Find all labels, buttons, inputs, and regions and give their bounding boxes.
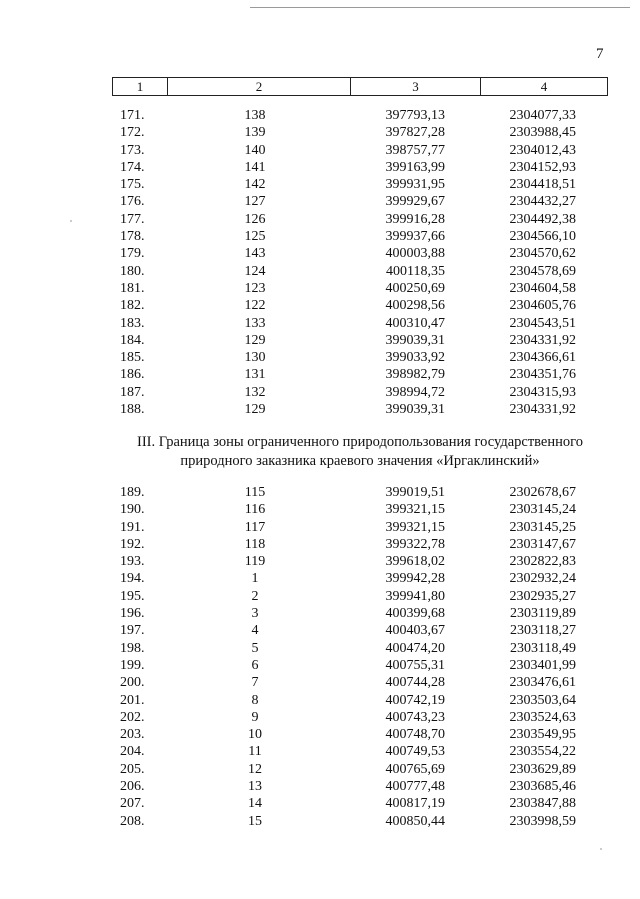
- table-row: [0, 159, 640, 176]
- coordinate-y: 2304432,27: [509, 194, 576, 210]
- point-number: 4: [251, 623, 259, 639]
- coordinate-y: 2304077,33: [509, 108, 576, 123]
- table-row: [0, 107, 640, 124]
- row-number: 182.: [120, 298, 145, 314]
- row-number: 203.: [120, 727, 145, 743]
- row-number: 177.: [120, 211, 145, 227]
- point-number: 129: [244, 402, 266, 418]
- coordinate-y: 2302822,83: [509, 554, 576, 570]
- coordinate-y: 2303524,63: [509, 709, 576, 725]
- row-number: 186.: [120, 367, 145, 383]
- coordinate-y: 2304366,61: [509, 350, 576, 366]
- row-number: 192.: [120, 536, 145, 552]
- coordinate-x: 400744,28: [385, 675, 445, 691]
- point-number: 2: [251, 588, 259, 604]
- point-number: 126: [244, 211, 266, 227]
- coordinates-table-b: [0, 484, 640, 830]
- coordinate-x: 399937,66: [385, 229, 445, 245]
- coordinate-x: 400755,31: [385, 657, 445, 673]
- row-number: 193.: [120, 554, 145, 570]
- table-row: [0, 709, 640, 726]
- row-number: 198.: [120, 640, 145, 656]
- row-number: 171.: [120, 108, 145, 123]
- row-number: 178.: [120, 229, 145, 245]
- coordinate-y: 2303145,25: [509, 519, 576, 535]
- point-number: 132: [244, 384, 266, 400]
- row-number: 184.: [120, 332, 145, 348]
- row-number: 199.: [120, 657, 145, 673]
- coordinate-x: 400742,19: [385, 692, 445, 708]
- row-number: 183.: [120, 315, 145, 331]
- point-number: 130: [244, 350, 266, 366]
- point-number: 131: [244, 367, 266, 383]
- coordinate-x: 399163,99: [385, 159, 445, 175]
- coordinate-y: 2304543,51: [509, 315, 576, 331]
- coordinate-x: 398757,77: [385, 142, 445, 158]
- point-number: 12: [248, 761, 262, 777]
- point-number: 14: [248, 796, 262, 812]
- table-row: [0, 193, 640, 210]
- coordinate-y: 2304578,69: [509, 263, 576, 279]
- coordinate-x: 400118,35: [386, 263, 445, 279]
- point-number: 143: [244, 246, 266, 262]
- row-number: 191.: [120, 519, 145, 535]
- coordinate-x: 399929,67: [385, 194, 445, 210]
- coordinate-x: 400003,88: [385, 246, 445, 262]
- point-number: 117: [244, 519, 266, 535]
- coordinate-y: 2304604,58: [509, 280, 576, 296]
- coordinate-x: 400399,68: [385, 606, 445, 622]
- table-row: [0, 761, 640, 778]
- coordinate-y: 2303554,22: [509, 744, 576, 760]
- table-row: [0, 280, 640, 297]
- coordinate-x: 400298,56: [385, 298, 445, 314]
- table-row: [0, 743, 640, 760]
- coordinate-x: 400777,48: [385, 779, 445, 795]
- coordinate-x: 399039,31: [385, 402, 445, 418]
- coordinate-x: 400403,67: [385, 623, 445, 639]
- point-number: 11: [248, 744, 262, 760]
- row-number: 179.: [120, 246, 145, 262]
- row-number: 176.: [120, 194, 145, 210]
- point-number: 6: [251, 657, 259, 673]
- coordinate-y: 2304492,38: [509, 211, 576, 227]
- coordinates-table-a: [0, 107, 640, 418]
- point-number: 142: [244, 177, 266, 193]
- coordinate-x: 399033,92: [385, 350, 445, 366]
- point-number: 138: [244, 108, 266, 123]
- coordinate-y: 2304315,93: [509, 384, 576, 400]
- point-number: 5: [251, 640, 259, 656]
- table-row: [0, 795, 640, 812]
- header-col-4: 4: [540, 79, 548, 94]
- row-number: 189.: [120, 485, 145, 500]
- coordinate-y: 2303685,46: [509, 779, 576, 795]
- table-row: [0, 349, 640, 366]
- table-row: [0, 657, 640, 674]
- table-row: [0, 622, 640, 639]
- coordinate-y: 2304152,93: [509, 159, 576, 175]
- table-row: [0, 553, 640, 570]
- coordinate-x: 400817,19: [385, 796, 445, 812]
- point-number: 141: [244, 159, 266, 175]
- table-row: [0, 332, 640, 349]
- row-number: 187.: [120, 384, 145, 400]
- coordinate-x: 399931,95: [385, 177, 445, 193]
- point-number: 123: [244, 280, 266, 296]
- coordinate-x: 400310,47: [385, 315, 445, 331]
- row-number: 172.: [120, 125, 145, 141]
- coordinate-y: 2303147,67: [509, 536, 576, 552]
- row-number: 175.: [120, 177, 145, 193]
- point-number: 3: [251, 606, 259, 622]
- point-number: 139: [244, 125, 266, 141]
- header-col-2: 2: [168, 78, 351, 95]
- coordinate-y: 2303145,24: [509, 502, 576, 518]
- point-number: 116: [244, 502, 266, 518]
- coordinate-y: 2303998,59: [509, 813, 576, 829]
- coordinate-x: 399916,28: [385, 211, 445, 227]
- row-number: 185.: [120, 350, 145, 366]
- section-title-line-1: III. Граница зоны ограниченного природопользования государственного: [137, 434, 583, 450]
- table-row: [0, 245, 640, 262]
- coordinate-y: 2304570,62: [509, 246, 576, 262]
- row-number: 181.: [120, 280, 145, 296]
- point-number: 125: [244, 229, 266, 245]
- point-number: 127: [244, 194, 266, 210]
- table-row: [0, 176, 640, 193]
- row-number: 174.: [120, 159, 145, 175]
- coordinate-y: 2304012,43: [509, 142, 576, 158]
- table-row: [0, 142, 640, 159]
- coordinate-x: 400850,44: [385, 813, 445, 829]
- coordinate-x: 400749,53: [385, 744, 445, 760]
- point-number: 115: [244, 485, 266, 500]
- coordinate-y: 2303118,27: [510, 623, 576, 639]
- coordinate-x: 400250,69: [385, 280, 445, 296]
- point-number: 119: [244, 554, 266, 570]
- table-row: [0, 501, 640, 518]
- coordinate-x: 399618,02: [385, 554, 445, 570]
- table-row: [0, 674, 640, 691]
- row-number: 188.: [120, 402, 145, 418]
- coordinate-x: 398994,72: [385, 384, 445, 400]
- row-number: 197.: [120, 623, 145, 639]
- table-row: [0, 692, 640, 709]
- table-row: [0, 228, 640, 245]
- table-row: [0, 484, 640, 501]
- coordinate-y: 2304566,10: [509, 229, 576, 245]
- coordinate-x: 400748,70: [385, 727, 445, 743]
- row-number: 195.: [120, 588, 145, 604]
- table-row: [0, 726, 640, 743]
- coordinate-x: 397793,13: [385, 108, 445, 123]
- point-number: 129: [244, 332, 266, 348]
- coordinate-x: 399941,80: [385, 588, 445, 604]
- table-row: [0, 124, 640, 141]
- coordinate-y: 2304331,92: [509, 332, 576, 348]
- point-number: 15: [248, 813, 262, 829]
- table-row: [0, 640, 640, 657]
- point-number: 13: [248, 779, 262, 795]
- table-row: [0, 401, 640, 418]
- section-title-line-2: природного заказника краевого значения «Иргаклинский»: [180, 453, 540, 469]
- point-number: 140: [244, 142, 266, 158]
- row-number: 206.: [120, 779, 145, 795]
- table-row: [0, 588, 640, 605]
- coordinate-y: 2303401,99: [509, 657, 576, 673]
- coordinate-x: 397827,28: [385, 125, 445, 141]
- coordinate-x: 400765,69: [385, 761, 445, 777]
- header-col-3: 3: [351, 78, 481, 95]
- coordinate-y: 2303476,61: [509, 675, 576, 691]
- point-number: 8: [251, 692, 259, 708]
- top-rule: [250, 7, 630, 8]
- table-row: [0, 778, 640, 795]
- section-title: [110, 433, 610, 471]
- coordinate-y: 2303549,95: [509, 727, 576, 743]
- scan-speck: [600, 848, 602, 850]
- coordinate-y: 2302932,24: [509, 571, 576, 587]
- point-number: 118: [244, 536, 266, 552]
- table-row: [0, 813, 640, 830]
- coordinate-y: 2304331,92: [509, 402, 576, 418]
- row-number: 208.: [120, 813, 145, 829]
- scan-speck: [70, 220, 72, 222]
- table-header: [112, 77, 608, 96]
- coordinate-x: 400743,23: [385, 709, 445, 725]
- row-number: 196.: [120, 606, 145, 622]
- table-row: [0, 315, 640, 332]
- coordinate-y: 2303988,45: [509, 125, 576, 141]
- coordinate-x: 399942,28: [385, 571, 445, 587]
- coordinate-y: 2303629,89: [509, 761, 576, 777]
- point-number: 7: [251, 675, 259, 691]
- coordinate-y: 2303119,89: [510, 606, 576, 622]
- coordinate-y: 2302678,67: [509, 485, 576, 500]
- table-row: [0, 570, 640, 587]
- row-number: 180.: [120, 263, 145, 279]
- row-number: 201.: [120, 692, 145, 708]
- point-number: 124: [244, 263, 266, 279]
- row-number: 205.: [120, 761, 145, 777]
- table-row: [0, 536, 640, 553]
- coordinate-y: 2304605,76: [509, 298, 576, 314]
- page-number: 7: [596, 46, 604, 62]
- row-number: 173.: [120, 142, 145, 158]
- coordinate-y: 2303847,88: [509, 796, 576, 812]
- coordinate-y: 2304418,51: [509, 177, 576, 193]
- coordinate-x: 399039,31: [385, 332, 445, 348]
- row-number: 194.: [120, 571, 145, 587]
- coordinate-x: 399019,51: [385, 485, 445, 500]
- table-row: [0, 297, 640, 314]
- coordinate-x: 399321,15: [385, 502, 445, 518]
- coordinate-y: 2303503,64: [509, 692, 576, 708]
- table-row: [0, 211, 640, 228]
- row-number: 204.: [120, 744, 145, 760]
- table-row: [0, 366, 640, 383]
- point-number: 10: [248, 727, 262, 743]
- table-row: [0, 263, 640, 280]
- table-row: [0, 605, 640, 622]
- coordinate-x: 398982,79: [385, 367, 445, 383]
- coordinate-x: 399321,15: [385, 519, 445, 535]
- coordinate-y: 2304351,76: [509, 367, 576, 383]
- table-row: [0, 519, 640, 536]
- coordinate-x: 399322,78: [385, 536, 445, 552]
- coordinate-y: 2302935,27: [509, 588, 576, 604]
- point-number: 9: [251, 709, 259, 725]
- coordinate-x: 400474,20: [385, 640, 445, 656]
- row-number: 200.: [120, 675, 145, 691]
- point-number: 1: [251, 571, 259, 587]
- row-number: 202.: [120, 709, 145, 725]
- row-number: 207.: [120, 796, 145, 812]
- row-number: 190.: [120, 502, 145, 518]
- header-col-1: 1: [113, 78, 168, 95]
- coordinate-y: 2303118,49: [510, 640, 576, 656]
- point-number: 133: [244, 315, 266, 331]
- table-row: [0, 384, 640, 401]
- point-number: 122: [244, 298, 266, 314]
